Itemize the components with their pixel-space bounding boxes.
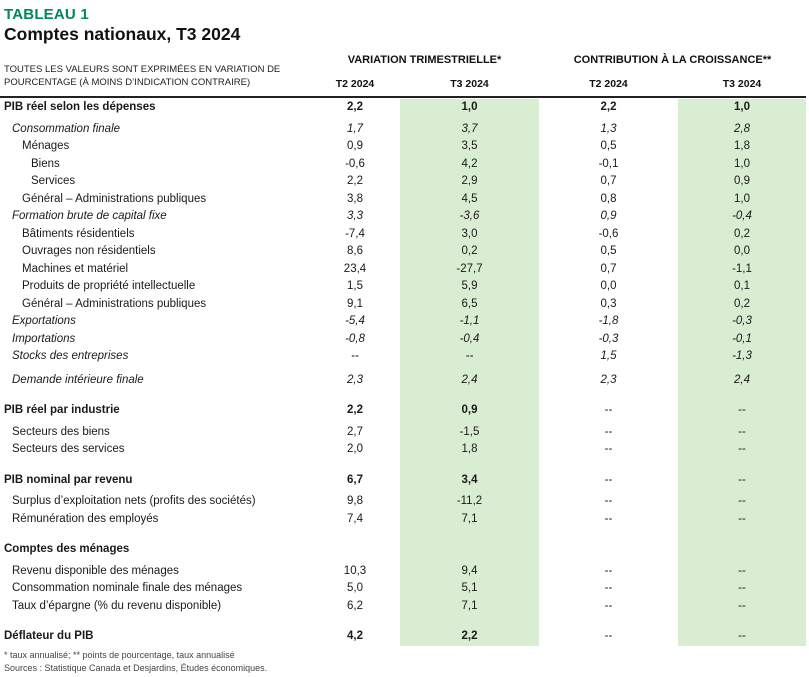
table-row [0,424,806,442]
cell-value: 1,0 [461,101,478,113]
table-row [0,372,806,390]
table-row [0,296,806,314]
cell-value: -- [604,564,613,577]
row-label: PIB réel par industrie [4,404,120,416]
cell-value: 4,2 [347,630,363,642]
column-header-t3-2024-variation: T3 2024 [450,78,489,90]
row-label: Services [31,175,76,187]
cell-value: 4,2 [461,157,478,170]
column-group-quarterly-variation: VARIATION TRIMESTRIELLE* [347,54,502,66]
cell-value: 2,2 [347,404,363,416]
table-row [0,598,806,616]
cell-value: -7,4 [345,227,365,240]
table-row [0,99,806,117]
cell-value: -- [604,425,613,438]
footnote-annualized: * taux annualisé; ** points de pourcentage, taux annualisé [4,650,235,660]
cell-value: 0,0 [600,280,617,292]
row-label: Consommation finale [12,122,121,135]
cell-value: -0,3 [598,332,619,345]
cell-value: -0,1 [732,332,752,345]
table-row [0,208,806,226]
cell-value: 1,5 [347,280,363,292]
row-label: PIB nominal par revenu [4,473,133,486]
cell-value: -1,3 [732,350,752,362]
cell-value: -- [604,599,613,612]
footnote-sources: Sources : Statistique Canada et Desjardins, Études économiques. [4,663,268,673]
cell-value: 0,5 [600,140,617,152]
cell-value: 6,2 [347,599,363,612]
cell-value: 3,8 [347,192,363,205]
cell-value: 7,4 [347,512,363,525]
cell-value: -1,5 [459,425,480,438]
cell-value: 0,7 [600,175,617,187]
cell-value: 2,2 [600,101,617,113]
table-row [0,402,806,420]
cell-value: -- [738,404,746,416]
cell-value: 9,1 [347,297,363,310]
cell-value: -0,1 [598,157,619,170]
cell-value: -- [351,350,359,362]
cell-value: 6,5 [461,297,478,310]
cell-value: 3,4 [461,473,478,486]
cell-value: -- [738,599,746,612]
cell-value: 3,5 [461,140,478,152]
table-body [0,99,806,646]
cell-value: 3,7 [461,122,478,135]
row-label: Machines et matériel [22,262,129,275]
footnotes [4,649,267,675]
table-row [0,173,806,191]
cell-value: 2,9 [461,175,478,187]
cell-value: 7,1 [461,512,478,525]
table-row [0,243,806,261]
cell-value: -1,1 [459,315,480,327]
cell-value: 1,8 [461,443,478,455]
cell-value: 1,8 [734,140,750,152]
cell-value: -3,6 [459,210,480,222]
cell-value: 2,7 [347,425,363,438]
cell-value: 0,9 [734,175,750,187]
row-label: Produits de propriété intellectuelle [22,280,196,292]
cell-value: 2,2 [347,101,363,113]
row-label: Stocks des entreprises [12,350,129,362]
cell-value: 8,6 [347,245,363,257]
cell-value: 0,0 [734,245,750,257]
cell-value: -0,4 [732,210,752,222]
cell-value: 0,1 [734,280,750,292]
row-label: Secteurs des biens [12,425,110,438]
cell-value: -- [738,473,746,486]
row-label: Surplus d’exploitation nets (profits des sociétés) [12,495,256,507]
cell-value: 0,2 [734,227,750,240]
row-label: Importations [12,332,76,345]
table-row [0,493,806,511]
column-group-growth-contribution: CONTRIBUTION À LA CROISSANCE** [573,54,772,66]
column-header-t2-2024-contribution: T2 2024 [589,78,628,90]
cell-value: -0,3 [732,315,752,327]
cell-value: 7,1 [461,599,478,612]
cell-value: 2,2 [461,630,478,642]
cell-value: -5,4 [345,315,365,327]
row-label: Taux d’épargne (% du revenu disponible) [12,599,222,612]
cell-value: 1,0 [734,192,750,205]
cell-value: 10,3 [343,564,367,577]
cell-value: 0,9 [600,210,617,222]
table-row [0,628,806,646]
cell-value: 4,5 [461,192,478,205]
cell-value: -0,4 [459,332,480,345]
row-label: Ouvrages non résidentiels [22,245,156,257]
cell-value: 3,3 [347,210,363,222]
cell-value: 2,0 [347,443,363,455]
cell-value: 9,8 [347,495,363,507]
cell-value: 2,3 [347,373,363,386]
row-label: Rémunération des employés [12,512,159,525]
column-headers-row [310,78,806,90]
cell-value: 2,3 [600,373,617,386]
table-row [0,472,806,490]
row-label: Ménages [22,140,70,152]
table-row [0,278,806,296]
cell-value: 5,0 [347,582,363,594]
cell-value: -1,8 [598,315,619,327]
cell-value: -- [604,404,613,416]
cell-value: 1,5 [600,350,617,362]
cell-value: -- [604,495,613,507]
cell-value: 0,2 [734,297,750,310]
cell-value: -11,2 [456,495,483,507]
cell-value: 2,4 [461,373,478,386]
row-label: Formation brute de capital fixe [12,210,167,222]
row-label: Biens [31,157,60,170]
cell-value: 0,9 [347,140,363,152]
row-label: Revenu disponible des ménages [12,564,179,577]
cell-value: -- [604,582,613,594]
cell-value: 0,8 [600,192,617,205]
table-row [0,121,806,139]
row-label: Secteurs des services [12,443,125,455]
cell-value: 5,9 [461,280,478,292]
cell-value: 2,8 [734,122,750,135]
row-label: Déflateur du PIB [4,630,94,642]
cell-value: 2,2 [347,175,363,187]
cell-value: 0,7 [600,262,617,275]
values-unit-note: TOUTES LES VALEURS SONT EXPRIMÉES EN VARIATION DE POURCENTAGE (À MOINS D’INDICATION CONTRAIRE) [4,64,281,88]
cell-value: 0,5 [600,245,617,257]
table-row [0,541,806,559]
cell-value: -0,8 [345,332,365,345]
cell-value: -- [738,564,746,577]
table-row [0,313,806,331]
cell-value: -0,6 [345,157,365,170]
table-row [0,191,806,209]
cell-value: -- [738,512,746,525]
cell-value: 1,3 [600,122,617,135]
row-label: Comptes des ménages [4,543,130,555]
column-header-t2-2024-variation: T2 2024 [335,78,375,90]
row-label: Demande intérieure finale [12,373,144,386]
table-row [0,563,806,581]
cell-value: 0,3 [600,297,617,310]
header-divider-rule [0,96,806,98]
row-label: Général – Administrations publiques [22,297,207,310]
cell-value: -0,6 [598,227,619,240]
row-label: Consommation nominale finale des ménages [12,582,243,594]
page-title: Comptes nationaux, T3 2024 [4,24,241,44]
table-row [0,348,806,366]
row-label: Exportations [12,315,76,327]
row-label: Bâtiments résidentiels [22,227,135,240]
cell-value: 6,7 [347,473,363,486]
cell-value: -- [738,495,746,507]
cell-value: -- [738,443,746,455]
cell-value: 3,0 [461,227,478,240]
column-header-t3-2024-contribution: T3 2024 [722,78,762,90]
cell-value: 1,0 [734,101,750,113]
cell-value: -- [465,350,474,362]
cell-value: 2,4 [734,373,750,386]
cell-value: -- [738,425,746,438]
table-row [0,226,806,244]
cell-value: 0,2 [461,245,478,257]
cell-value: 23,4 [343,262,367,275]
table-row [0,511,806,529]
cell-value: 5,1 [461,582,478,594]
row-label: Général – Administrations publiques [22,192,207,205]
cell-value: -1,1 [732,262,752,275]
cell-value: 0,9 [461,404,478,416]
table-row [0,580,806,598]
cell-value: -- [604,630,613,642]
cell-value: -- [738,630,746,642]
table-number-title: TABLEAU 1 [4,6,89,23]
table-row [0,441,806,459]
cell-value: 9,4 [461,564,478,577]
cell-value: -- [738,582,746,594]
table-row [0,331,806,349]
table-row [0,156,806,174]
table-row [0,261,806,279]
cell-value: 1,7 [347,122,363,135]
cell-value: -- [604,512,613,525]
cell-value: -- [604,473,613,486]
cell-value: -- [604,443,613,455]
cell-value: -27,7 [456,262,483,275]
cell-value: 1,0 [734,157,750,170]
row-label: PIB réel selon les dépenses [4,101,156,113]
table-row [0,138,806,156]
